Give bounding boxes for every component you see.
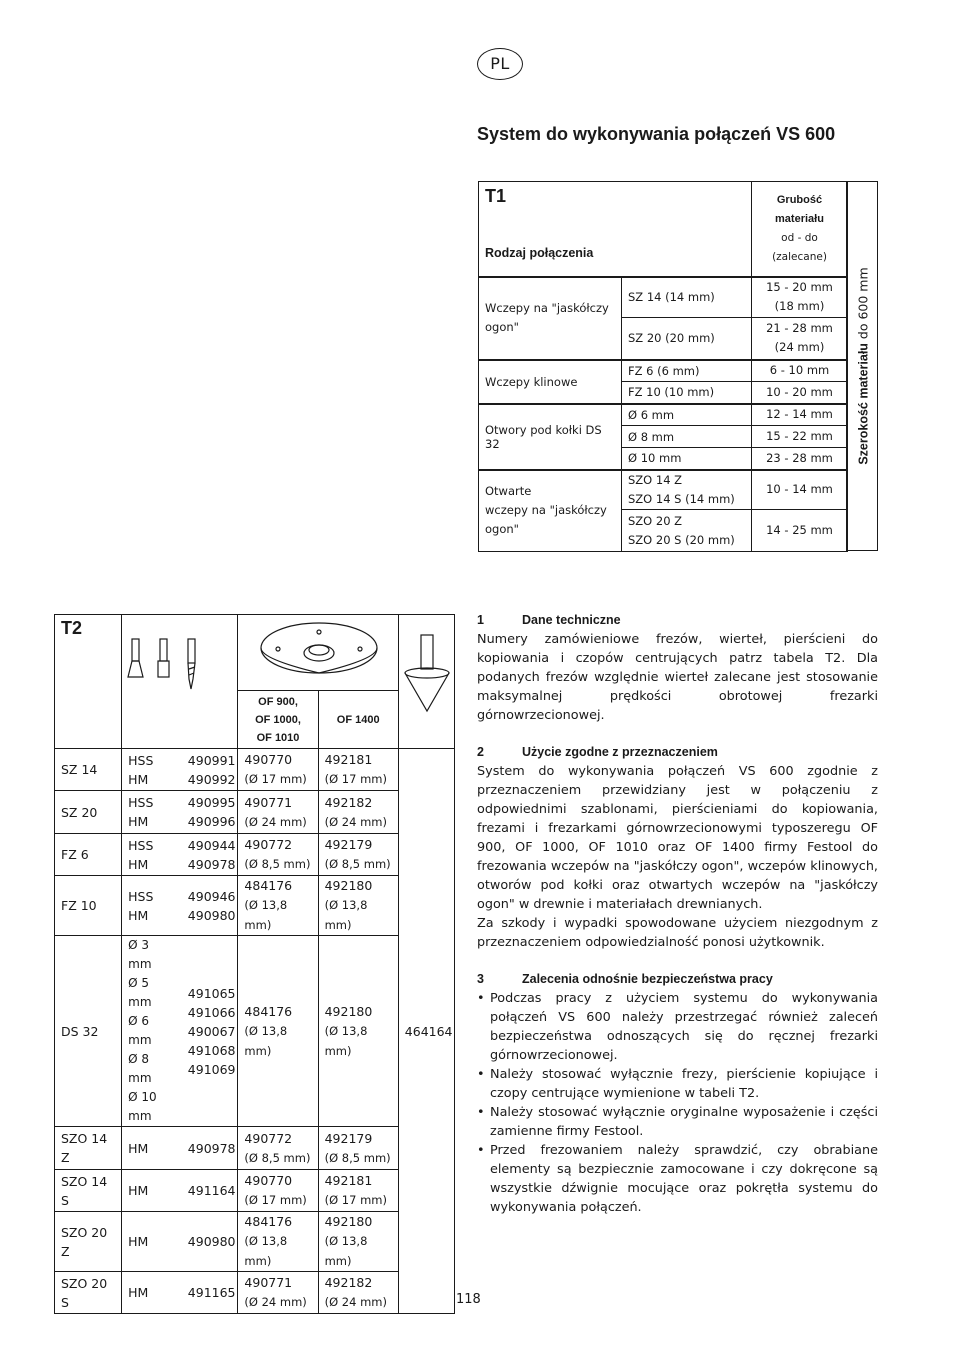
cutter-cell: Ø 8 mm	[622, 426, 752, 448]
cutter-type-cell: FZ 6	[55, 834, 122, 876]
table-row	[55, 1127, 455, 1170]
cutter-icons-cell	[122, 615, 238, 749]
order-number-cell: 490944 490978	[182, 834, 238, 876]
cutter-cell: FZ 6 (6 mm)	[622, 360, 752, 382]
of1400-ring-cell: 492179 (Ø 8,5 mm)	[318, 1127, 398, 1170]
of900-ring-cell: 490770 (Ø 17 mm)	[238, 1170, 318, 1212]
page-number: 118	[456, 1292, 481, 1307]
cutter-type-cell: FZ 10	[55, 876, 122, 936]
order-number-cell: 491065 491066 490067 491068 491069	[182, 936, 238, 1127]
order-number-cell: 491165	[182, 1272, 238, 1314]
order-number-cell: 490995 490996	[182, 791, 238, 834]
table-row	[55, 1212, 455, 1272]
centering-pin-icon-cell	[398, 615, 454, 749]
centering-pin-icon	[399, 615, 455, 743]
list-item: • Należy stosować wyłącznie oryginalne wyposażenie i części zamienne firmy Festool.	[477, 1103, 878, 1141]
table-row	[55, 834, 455, 876]
cutter-cell: SZ 20 (20 mm)	[622, 318, 752, 360]
material-cell: HSS HM	[122, 876, 182, 936]
of900-ring-cell: 490772 (Ø 8,5 mm)	[238, 1127, 318, 1170]
of1400-ring-cell: 492180 (Ø 13,8 mm)	[318, 936, 398, 1127]
of1400-ring-cell: 492180 (Ø 13,8 mm)	[318, 876, 398, 936]
t1-column-header: Rodzaj połączenia	[485, 246, 594, 260]
cutter-type-cell: SZO 20 Z	[55, 1212, 122, 1272]
of1400-ring-cell: 492182 (Ø 24 mm)	[318, 791, 398, 834]
of900-ring-cell: 490770 (Ø 17 mm)	[238, 749, 318, 791]
centering-pin-cell: 464164	[398, 749, 454, 1314]
material-cell: HSS HM	[122, 834, 182, 876]
col-of900-header: OF 900, OF 1000, OF 1010	[238, 691, 318, 749]
cutter-type-cell: SZ 14	[55, 749, 122, 791]
material-cell: HSS HM	[122, 791, 182, 834]
t1-header-cell	[479, 182, 752, 277]
of900-ring-cell: 490771 (Ø 24 mm)	[238, 791, 318, 834]
cutter-cell: Ø 10 mm	[622, 448, 752, 470]
of1400-ring-cell: 492179 (Ø 8,5 mm)	[318, 834, 398, 876]
thickness-cell: 10 - 14 mm	[752, 470, 848, 510]
table-row	[479, 470, 848, 510]
t1-thickness-header: Grubość materiału od - do (zalecane)	[752, 182, 848, 277]
t1-label: T1	[485, 186, 507, 206]
of1400-ring-cell: 492181 (Ø 17 mm)	[318, 749, 398, 791]
of1400-ring-cell: 492182 (Ø 24 mm)	[318, 1272, 398, 1314]
table-row	[479, 360, 848, 382]
order-number-cell: 490978	[182, 1127, 238, 1170]
table-t2	[54, 614, 455, 1314]
cutter-cell: FZ 10 (10 mm)	[622, 382, 752, 404]
list-item: • Przed frezowaniem należy sprawdzić, czy obrabiane elementy są bezpiecznie zamocowane i czy dokręcone są wszystkie dźwignie mocujące oraz pokrętła systemu do wykonywania połączeń.	[477, 1141, 878, 1217]
t1-side-label: Szerokość materiału do 600 mm	[855, 267, 870, 465]
t1-side-label-cell	[846, 181, 878, 551]
section-2	[477, 743, 878, 952]
copy-ring-icon	[238, 615, 398, 685]
material-cell: HM	[122, 1212, 182, 1272]
material-cell: HM	[122, 1272, 182, 1314]
table-row	[55, 791, 455, 834]
material-cell: HSS HM	[122, 749, 182, 791]
joint-type: Wczepy klinowe	[479, 360, 622, 404]
thickness-cell: 10 - 20 mm	[752, 382, 848, 404]
page-title: System do wykonywania połączeń VS 600	[477, 124, 836, 144]
table-row	[55, 876, 455, 936]
cutter-type-cell: DS 32	[55, 936, 122, 1127]
t2-label: T2	[61, 618, 83, 638]
thickness-cell: 6 - 10 mm	[752, 360, 848, 382]
table-row	[55, 749, 455, 791]
cutter-type-cell: SZO 20 S	[55, 1272, 122, 1314]
cutter-cell: SZO 20 Z SZO 20 S (20 mm)	[622, 510, 752, 552]
table-row	[479, 404, 848, 426]
section-1	[477, 611, 878, 725]
table-row	[55, 936, 455, 1127]
joint-type: Wczepy na "jaskółczy ogon"	[479, 277, 622, 360]
col-of1400-header: OF 1400	[318, 691, 398, 749]
cutter-type-cell: SZ 20	[55, 791, 122, 834]
list-item: • Podczas pracy z użyciem systemu do wykonywania połączeń VS 600 należy przestrzegać również zaleceń bezpieczeństwa odnoszących się do ręcznej frezarki górnowrzecionowej.	[477, 989, 878, 1065]
list-item: • Należy stosować wyłącznie frezy, pierścienie kopiujące i czopy centrujące wymienione w tabeli T2.	[477, 1065, 878, 1103]
joint-type: Otwarte wczepy na "jaskółczy ogon"	[479, 470, 622, 552]
of1400-ring-cell: 492180 (Ø 13,8 mm)	[318, 1212, 398, 1272]
of900-ring-cell: 490771 (Ø 24 mm)	[238, 1272, 318, 1314]
cutter-cell: SZ 14 (14 mm)	[622, 277, 752, 318]
of900-ring-cell: 490772 (Ø 8,5 mm)	[238, 834, 318, 876]
language-badge: PL	[477, 48, 523, 80]
material-cell: Ø 3 mm Ø 5 mm Ø 6 mm Ø 8 mm Ø 10 mm	[122, 936, 182, 1127]
thickness-cell: 15 - 20 mm (18 mm)	[752, 277, 848, 318]
material-cell: HM	[122, 1170, 182, 1212]
of900-ring-cell: 484176 (Ø 13,8 mm)	[238, 1212, 318, 1272]
copy-ring-icon-cell	[238, 615, 398, 691]
material-cell: HM	[122, 1127, 182, 1170]
t2-label-cell	[55, 615, 122, 749]
of1400-ring-cell: 492181 (Ø 17 mm)	[318, 1170, 398, 1212]
table-row	[55, 1170, 455, 1212]
order-number-cell: 490946 490980	[182, 876, 238, 936]
cutter-type-cell: SZO 14 S	[55, 1170, 122, 1212]
table-row	[479, 277, 848, 318]
of900-ring-cell: 484176 (Ø 13,8 mm)	[238, 876, 318, 936]
order-number-cell: 490991 490992	[182, 749, 238, 791]
cutter-cell: SZO 14 Z SZO 14 S (14 mm)	[622, 470, 752, 510]
thickness-cell: 15 - 22 mm	[752, 426, 848, 448]
thickness-cell: 12 - 14 mm	[752, 404, 848, 426]
router-bits-icon	[122, 615, 238, 743]
thickness-cell: 21 - 28 mm (24 mm)	[752, 318, 848, 360]
section-heading: 2 Użycie zgodne z przeznaczeniem	[477, 745, 718, 759]
order-number-cell: 490980	[182, 1212, 238, 1272]
table-row	[55, 1272, 455, 1314]
joint-type: Otwory pod kołki DS 32	[479, 404, 622, 470]
section-3	[477, 970, 878, 1217]
section-heading: 1 Dane techniczne	[477, 613, 621, 627]
of900-ring-cell: 484176 (Ø 13,8 mm)	[238, 936, 318, 1127]
section-text: Za szkody i wypadki spowodowane użyciem niezgodnym z przeznaczeniem odpowiedzialność ponosi użytkownik.	[477, 916, 878, 950]
section-heading: 3 Zalecenia odnośnie bezpieczeństwa pracy	[477, 972, 773, 986]
thickness-cell: 14 - 25 mm	[752, 510, 848, 552]
safety-list	[477, 989, 878, 1217]
cutter-type-cell: SZO 14 Z	[55, 1127, 122, 1170]
section-text: System do wykonywania połączeń VS 600 zgodnie z przeznaczeniem przewidziany jest w połączeniu z odpowiednimi szablonami, pierścieniami do kopiowania, frezami i frezarkami górnowrzecionowymi typoszeregu OF 900, OF 1000, OF 1010 oraz OF 1400 firmy Festool do frezowania wczepów na "jaskółczy ogon", wczepów klinowych, otworów pod kołki oraz otwartych wczepów na "jaskółczy ogon" w drewnie i materiałach drewnianych.	[477, 764, 878, 912]
table-t1	[478, 181, 876, 551]
cutter-cell: Ø 6 mm	[622, 404, 752, 426]
order-number-cell: 491164	[182, 1170, 238, 1212]
thickness-cell: 23 - 28 mm	[752, 448, 848, 470]
section-text: Numery zamówieniowe frezów, wierteł, pierścieni do kopiowania i czopów centrujących patrz tabela T2. Dla podanych frezów względnie wierteł zalecane jest stosowanie maksymalnej prędkości obrotowej frezarki górnowrzecionowej.	[477, 632, 878, 723]
